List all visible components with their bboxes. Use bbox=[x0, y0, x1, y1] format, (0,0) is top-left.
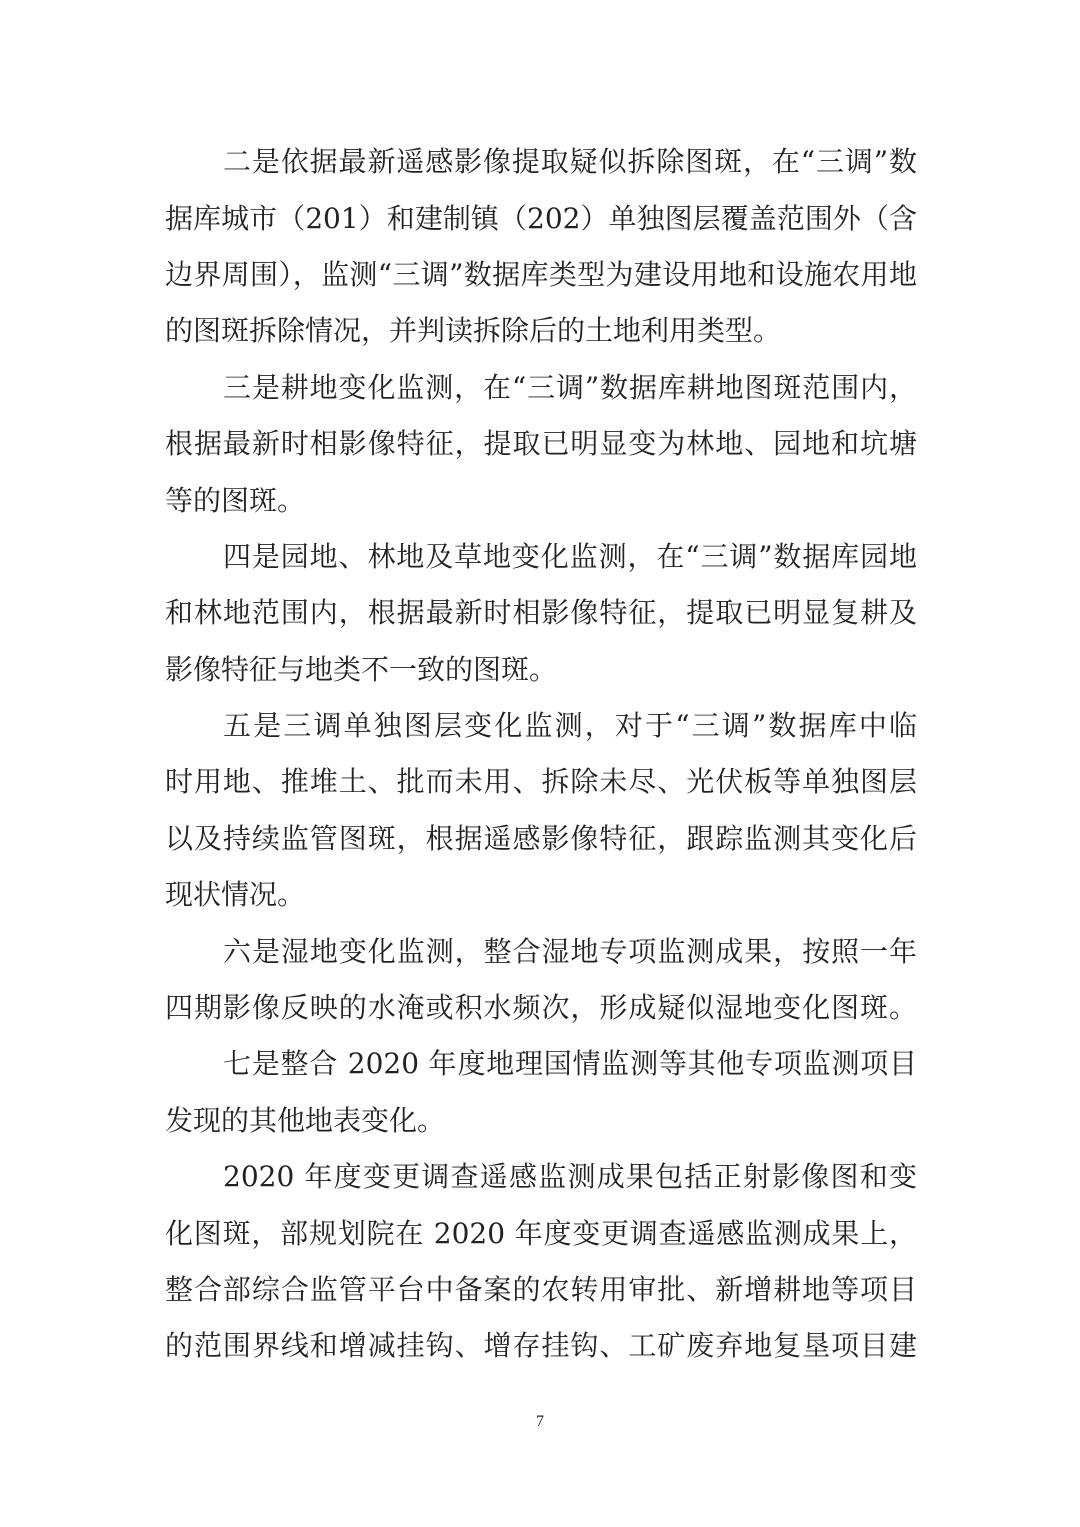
text-line: 六是湿地变化监测，整合湿地专项监测成果，按照一年 bbox=[223, 934, 917, 968]
text-line: 发现的其他地表变化。 bbox=[165, 1103, 446, 1137]
text-line: 2020 年度变更调查遥感监测成果包括正射影像图和变 bbox=[223, 1160, 917, 1194]
text-line: 和林地范围内，根据最新时相影像特征，提取已明显复耕及 bbox=[165, 596, 917, 630]
text-line: 整合部综合监管平台中备案的农转用审批、新增耕地等项目 bbox=[165, 1273, 917, 1306]
text-line: 四期影像反映的水淹或积水频次，形成疑似湿地变化图斑。 bbox=[165, 991, 917, 1025]
text-line: 现状情况。 bbox=[165, 878, 306, 912]
text-line: 等的图斑。 bbox=[165, 483, 306, 517]
text-line: 三是耕地变化监测，在“三调”数据库耕地图斑范围内， bbox=[223, 370, 917, 404]
text-line: 化图斑，部规划院在 2020 年度变更调查遥感监测成果上， bbox=[165, 1216, 917, 1250]
text-line: 二是依据最新遥感影像提取疑似拆除图斑，在“三调”数 bbox=[223, 145, 917, 179]
text-line: 五是三调单独图层变化监测，对于“三调”数据库中临 bbox=[223, 709, 917, 743]
text-line: 的范围界线和增减挂钩、增存挂钩、工矿废弃地复垦项目建 bbox=[165, 1329, 917, 1363]
body-text bbox=[165, 132, 917, 1373]
text-line: 七是整合 2020 年度地理国情监测等其他专项监测项目 bbox=[223, 1047, 917, 1081]
text-line: 边界周围），监测“三调”数据库类型为建设用地和设施农用地 bbox=[165, 257, 917, 291]
text-line: 根据最新时相影像特征，提取已明显变为林地、园地和坑塘 bbox=[165, 427, 917, 461]
text-line: 四是园地、林地及草地变化监测，在“三调”数据库园地 bbox=[223, 539, 917, 573]
page-number: 7 bbox=[536, 1413, 544, 1430]
text-line: 据库城市（201）和建制镇（202）单独图层覆盖范围外（含 bbox=[165, 201, 917, 235]
text-line: 的图斑拆除情况，并判读拆除后的土地利用类型。 bbox=[165, 314, 782, 348]
text-line: 时用地、推堆土、批而未用、拆除未尽、光伏板等单独图层 bbox=[165, 765, 917, 799]
text-line: 影像特征与地类不一致的图斑。 bbox=[165, 652, 558, 686]
text-line: 以及持续监管图斑，根据遥感影像特征，跟踪监测其变化后 bbox=[165, 821, 917, 855]
